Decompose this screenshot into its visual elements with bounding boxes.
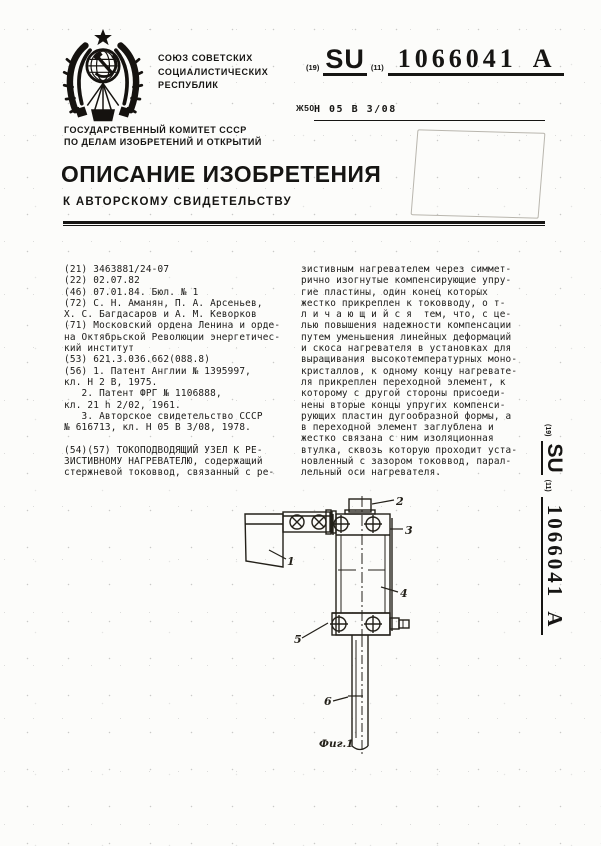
abstract-column: зистивным нагревателем через симмет- рично изогнутые компенсирующие упру- гие пластины, один конец которых жестко прикреплен к токовводу, о т- л и ч а ю щ и й с я тем, что, с це- лью повышения надежности компенсации путем уменьшения линейных деформаций и скоса нагревателя в установках для выращивания высокотемпературных моно- кристаллов, к одному концу нагревате- ля прикреплен переходной элемент, к которому с другой стороны присоеди- нены вторые концы упругих компенси- рующих пластин дугообразной формы, а в переходной элемент заглублена и жестко связана с ним изоляционная втулка, сквозь которую проходит уста- новленный с зазором токоввод, парал- лельный оси нагревателя.	[301, 264, 518, 479]
document-title: ОПИСАНИЕ ИЗОБРЕТЕНИЯ	[61, 161, 382, 187]
figure-label-3: 3	[405, 524, 413, 537]
figure-label-6: 6	[324, 695, 332, 708]
publication-number	[306, 44, 564, 76]
patent-figure-drawing	[222, 488, 452, 788]
stamp-outline	[411, 129, 546, 218]
side-document-number-value: 1066041	[542, 504, 567, 600]
side-inid-19-code: (19)	[544, 424, 551, 437]
figure-label-2: 2	[396, 495, 404, 508]
figure-label-5: 5	[294, 633, 302, 646]
country-code: SU	[325, 44, 365, 75]
figure-caption: Фиг.1	[319, 738, 354, 750]
union-line: РЕСПУБЛИК	[158, 80, 219, 90]
side-country-code: SU	[542, 443, 566, 473]
union-name	[158, 52, 298, 93]
ussr-emblem-icon	[56, 28, 150, 124]
kind-code: A	[532, 44, 556, 73]
document-subtitle: К АВТОРСКОМУ СВИДЕТЕЛЬСТВУ	[63, 196, 292, 208]
document-number	[388, 44, 564, 76]
document-number-value: 1066041	[397, 44, 517, 73]
ipc-inid-code: Ж50	[296, 103, 315, 113]
committee-name: ГОСУДАРСТВЕННЫЙ КОМИТЕТ СССР ПО ДЕЛАМ ИЗОБРЕТЕНИЙ И ОТКРЫТИЙ	[64, 125, 262, 147]
inid-19-code: (19)	[306, 63, 320, 73]
union-line: СОЦИАЛИСТИЧЕСКИХ	[158, 66, 269, 77]
union-line: СОЮЗ СОВЕТСКИХ	[158, 53, 253, 63]
bibliographic-column: (21) 3463881/24-07 (22) 02.07.82 (46) 07.01.84. Бюл. № 1 (72) С. Н. Аманян, П. А. Арсеньев, Х. С. Багдасаров и А. М. Кеворков (71) Московский ордена Ленина и орде- на Октябрьской Революции энергетичес- кий институт (53) 621.3.036.662(088.8) (56) 1. Патент Англии № 1395997, кл. Н 2 В, 1975. 2. Патент ФРГ № 1106888, кл. 21 h 2/02, 1961. 3. Авторское свидетельство СССР № 616713, кл. Н 05 В 3/08, 1978. (54)(57) ТОКОПОДВОДЯЩИЙ УЗЕЛ К РЕ- ЗИСТИВНОМУ НАГРЕВАТЕЛЮ, содержащий стержневой токоввод, связанный с ре-	[64, 264, 281, 479]
header-divider	[63, 221, 545, 226]
inid-11-code: (11)	[370, 63, 384, 73]
figure-label-4: 4	[400, 587, 408, 600]
figure-label-1: 1	[287, 555, 295, 568]
side-publication-number	[541, 424, 585, 680]
side-document-number	[541, 497, 567, 636]
ipc-classification	[314, 99, 545, 121]
side-inid-11-code: (11)	[544, 479, 551, 492]
side-kind-code: А	[542, 611, 567, 630]
ipc-class-value: H 05 B 3/08	[314, 104, 397, 115]
